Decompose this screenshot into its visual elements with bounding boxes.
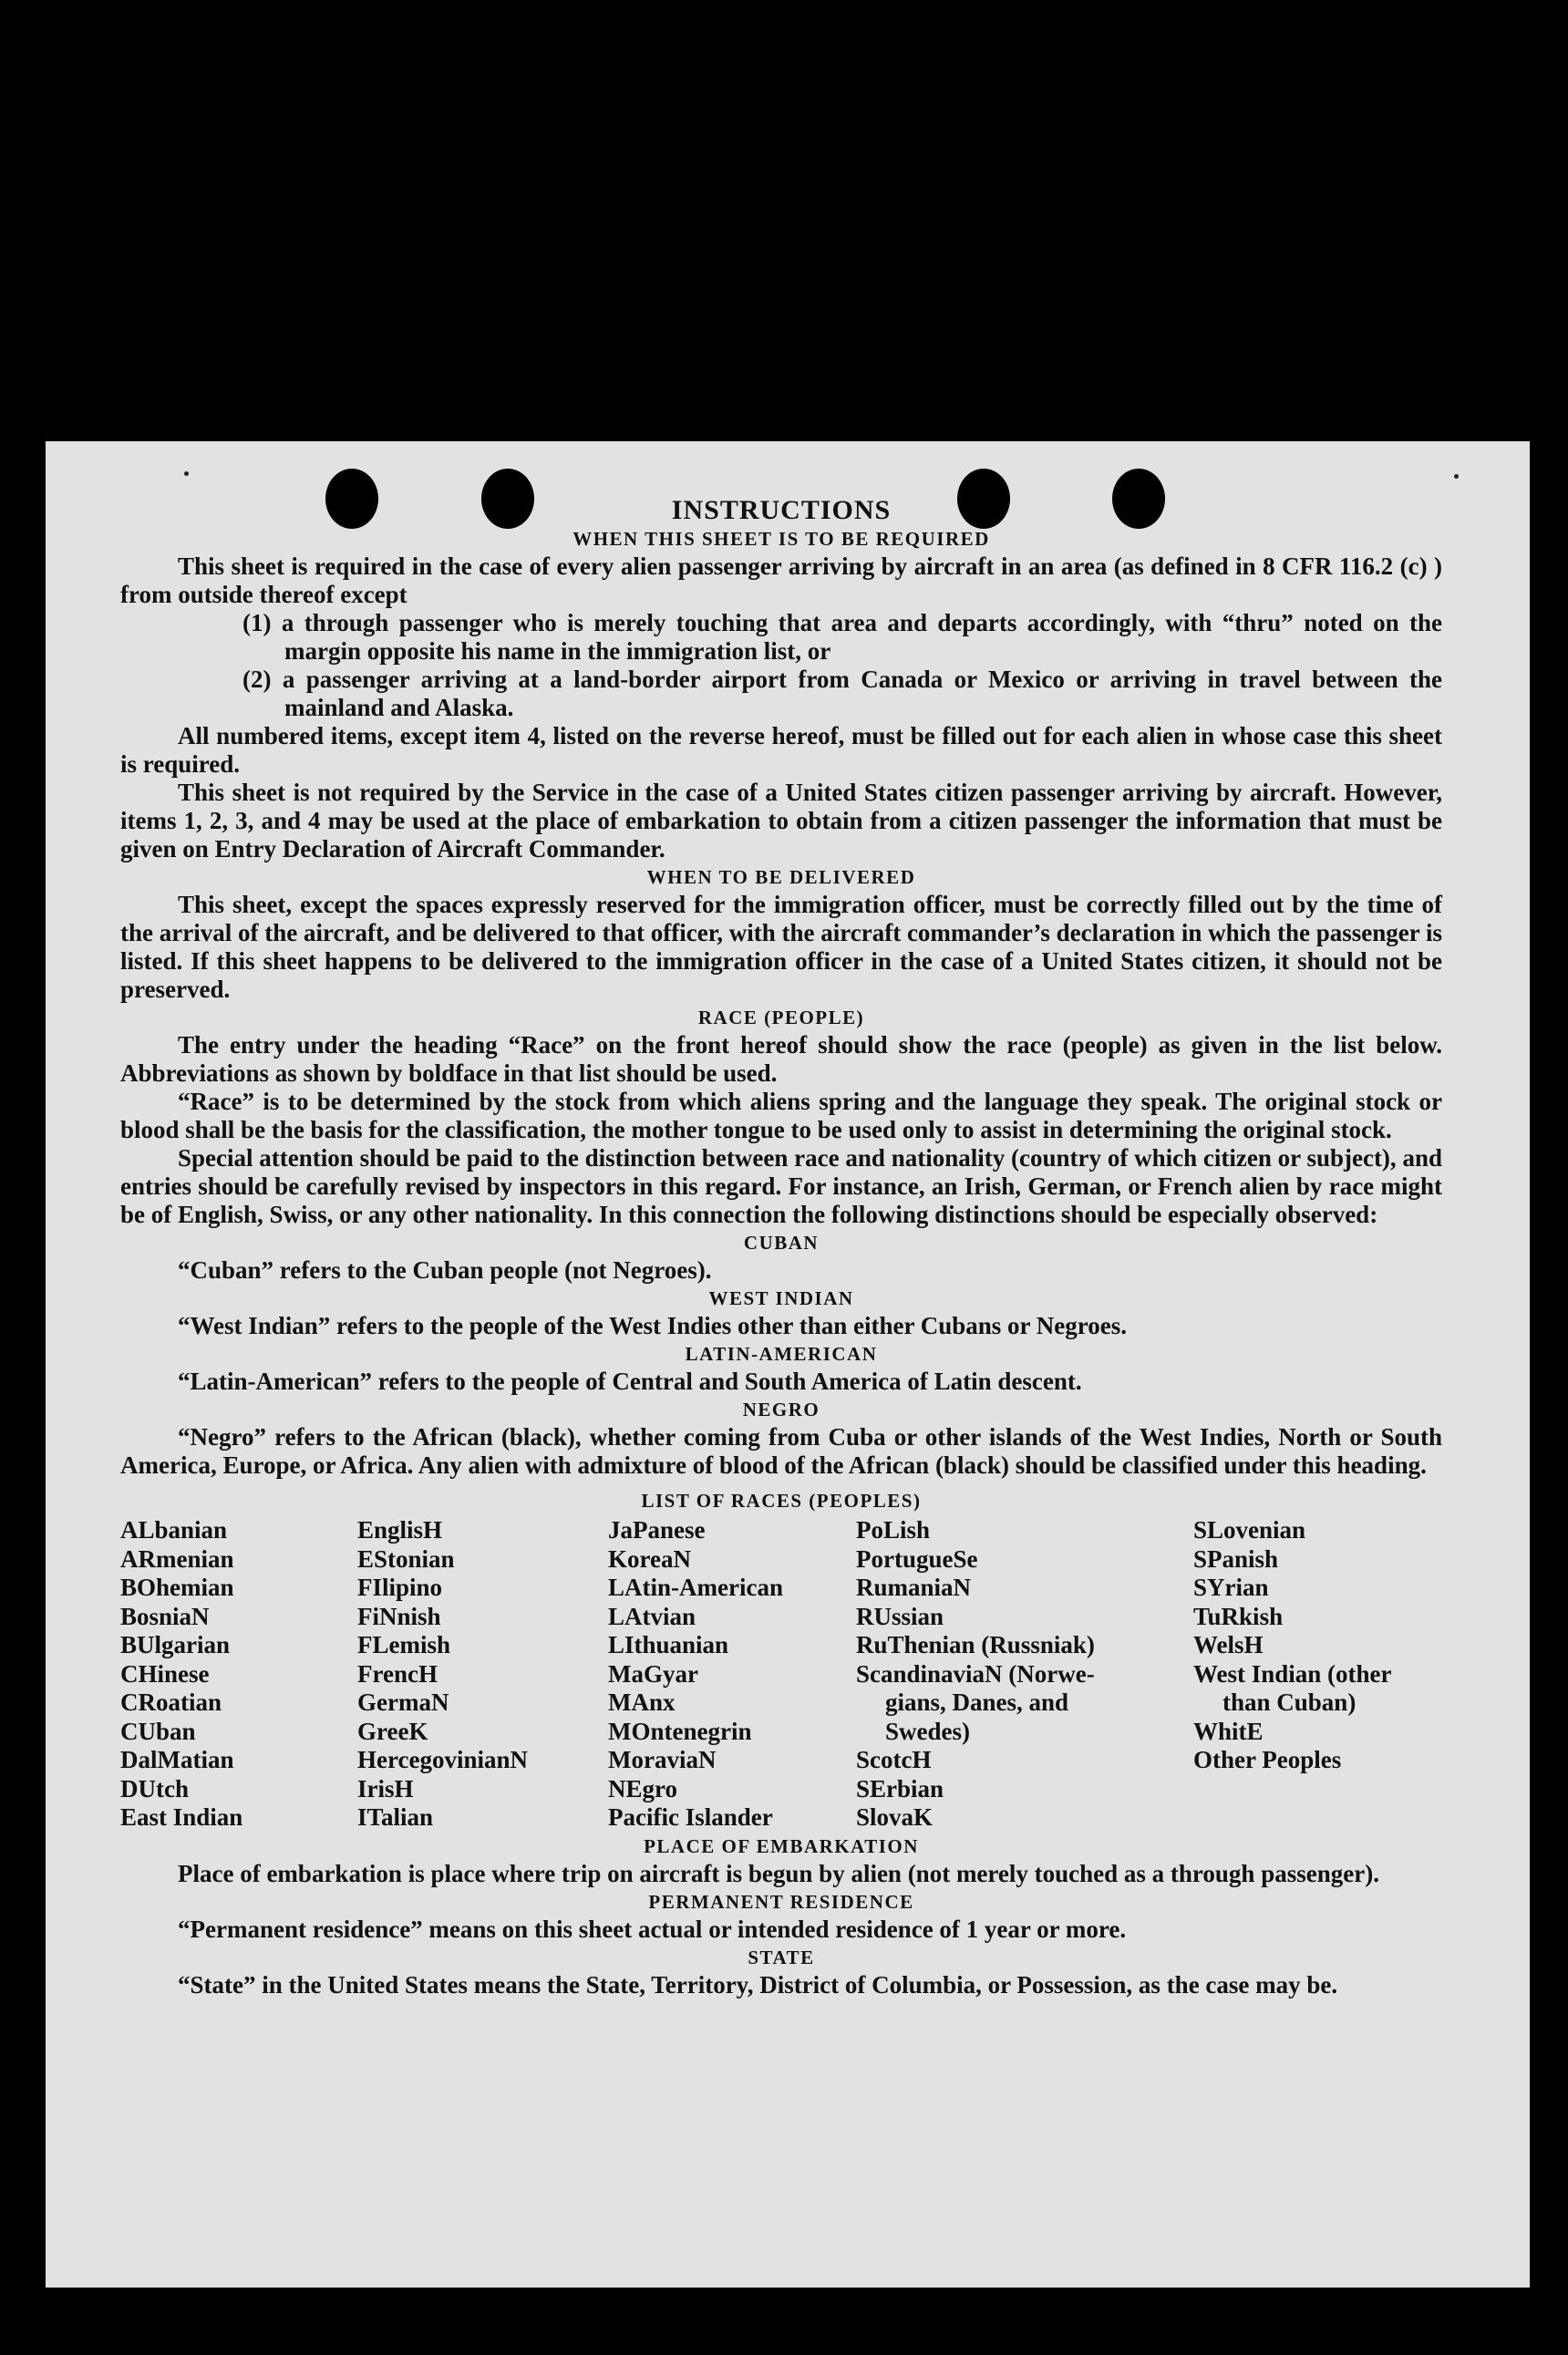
race-entry: KoreaN <box>608 1544 691 1573</box>
subheading-latin-american: LATIN-AMERICAN <box>685 1343 878 1365</box>
race-entry: BosniaN <box>120 1602 210 1630</box>
punch-hole <box>957 469 1010 529</box>
race-entry: West Indian (other <box>1193 1659 1392 1688</box>
race-entry: TuRkish <box>1193 1602 1284 1630</box>
race-entry: EnglisH <box>357 1516 443 1544</box>
paragraph: This sheet is required in the case of every alien passenger arriving by aircraft in an area (as defined in 8 CFR 116.2 (c) ) from outside thereof except <box>120 553 1442 608</box>
list-item: (1) a through passenger who is merely touching that area and departs accordingly, with “thru” noted on the margin opposite his name in the immigration list, or <box>242 609 1442 665</box>
race-entry: NEgro <box>608 1774 678 1802</box>
race-entry: IrisH <box>357 1774 414 1802</box>
races-column <box>608 1516 856 1833</box>
races-list-heading: LIST OF RACES (PEOPLES) <box>641 1490 922 1512</box>
race-entry: SlovaK <box>856 1803 934 1831</box>
race-entry: ALbanian <box>120 1516 228 1544</box>
race-entry: DalMatian <box>120 1746 234 1773</box>
race-entry: RumaniaN <box>856 1574 972 1601</box>
punch-hole <box>481 469 534 529</box>
section-heading-embarkation: PLACE OF EMBARKATION <box>644 1834 919 1857</box>
paragraph: This sheet, except the spaces expressly reserved for the immigration officer, must be correctly filled out by the time of the arrival of the aircraft, and be delivered to that officer, with the aircraft commander’s declaration in which the passenger is listed. If this sheet happens to be delivered to the immigration officer in the case of a United States citizen, it should not be preserved. <box>120 891 1442 1003</box>
race-entry: PoLish <box>856 1516 931 1544</box>
race-entry: Other Peoples <box>1193 1746 1342 1773</box>
subheading-negro: NEGRO <box>742 1399 820 1420</box>
paragraph: This sheet is not required by the Service in the case of a United States citizen passenger arriving by aircraft. However, items 1, 2, 3, and 4 may be used at the place of embarkation to obtain from a citizen passenger the information that must be given on Entry Declaration of Aircraft Commander. <box>120 779 1442 862</box>
paragraph: All numbered items, except item 4, listed on the reverse hereof, must be filled out for each alien in whose case this sheet is required. <box>120 722 1442 778</box>
section-heading-race: RACE (PEOPLE) <box>697 1007 865 1028</box>
race-entry: MAnx <box>608 1689 676 1716</box>
race-entry: PortugueSe <box>856 1544 978 1573</box>
race-entry: SPanish <box>1193 1544 1279 1573</box>
paragraph: Place of embarkation is place where trip on aircraft is begun by alien (not merely touched as a through passenger). <box>178 1859 1379 1887</box>
race-entry: than Cuban) <box>1222 1689 1357 1716</box>
subheading-cuban: CUBAN <box>743 1232 820 1254</box>
race-entry: ITalian <box>357 1803 434 1831</box>
instruction-sheet <box>46 441 1530 2288</box>
race-entry: FLemish <box>357 1631 451 1658</box>
race-entry: CUban <box>120 1717 196 1745</box>
paragraph: “Race” is to be determined by the stock from which aliens spring and the language they speak. The original stock or blood shall be the basis for the classification, the mother tongue to be used only to assist in determining the original stock. <box>120 1088 1442 1143</box>
race-entry: JaPanese <box>608 1516 706 1544</box>
race-entry: HercegovinianN <box>357 1746 528 1773</box>
race-entry: SErbian <box>856 1774 944 1802</box>
race-entry: MoraviaN <box>608 1746 717 1773</box>
race-entry: MOntenegrin <box>608 1717 752 1745</box>
races-column <box>357 1516 608 1833</box>
race-entry: BUlgarian <box>120 1631 231 1658</box>
race-entry: RuThenian (Russniak) <box>856 1631 1095 1658</box>
paragraph: “West Indian” refers to the people of the West Indies other than either Cubans or Negroes. <box>178 1312 1128 1339</box>
race-entry: BOhemian <box>120 1574 234 1601</box>
speck <box>184 471 189 476</box>
page-title: INSTRUCTIONS <box>671 495 892 525</box>
paragraph: “Negro” refers to the African (black), whether coming from Cuba or other islands of the West Indies, North or South America, Europe, or Africa. Any alien with admixture of blood of the African (black) should be classified under this heading. <box>120 1423 1442 1479</box>
race-entry: ARmenian <box>120 1544 234 1573</box>
race-entry: SYrian <box>1193 1574 1269 1601</box>
section-heading-residence: PERMANENT RESIDENCE <box>648 1890 914 1913</box>
race-entry: GermaN <box>357 1689 449 1716</box>
paragraph: “Latin-American” refers to the people of Central and South America of Latin descent. <box>178 1368 1082 1395</box>
race-entry: LAtvian <box>608 1602 696 1630</box>
race-entry: FIlipino <box>357 1574 443 1601</box>
race-entry: LAtin-American <box>608 1574 783 1601</box>
punch-hole <box>1112 469 1165 529</box>
race-entry: FrencH <box>357 1659 438 1688</box>
race-entry: DUtch <box>120 1774 189 1802</box>
race-entry: MaGyar <box>608 1659 698 1688</box>
races-column <box>1193 1516 1449 1833</box>
race-entry: WhitE <box>1193 1717 1264 1745</box>
race-entry: ScotcH <box>856 1746 932 1773</box>
race-entry: EStonian <box>357 1544 455 1573</box>
section-heading-delivered: WHEN TO BE DELIVERED <box>646 866 916 888</box>
paragraph: Special attention should be paid to the distinction between race and nationality (country of which citizen or subject), and entries should be carefully revised by inspectors in this regard. For instance, an Irish, German, or French alien by race might be of English, Swiss, or any other nationality. In this connection the following distinctions should be especially observed: <box>120 1144 1442 1228</box>
race-entry: GreeK <box>357 1717 428 1745</box>
paragraph: “Cuban” refers to the Cuban people (not Negroes). <box>178 1256 712 1284</box>
section-heading-state: STATE <box>748 1946 815 1968</box>
list-item: (2) a passenger arriving at a land-border airport from Canada or Mexico or arriving in travel between the mainland and Alaska. <box>242 666 1442 721</box>
paragraph: The entry under the heading “Race” on the front hereof should show the race (people) as given in the list below. Abbreviations as shown by boldface in that list should be used. <box>120 1031 1442 1087</box>
race-entry: RUssian <box>856 1602 944 1630</box>
paragraph: “State” in the United States means the State, Territory, District of Columbia, or Possession, as the case may be. <box>178 1970 1338 1999</box>
race-entry: ScandinaviaN (Norwe- <box>856 1659 1095 1688</box>
race-entry: WelsH <box>1193 1631 1264 1658</box>
race-entry: SLovenian <box>1193 1516 1306 1544</box>
race-entry: East Indian <box>120 1803 243 1831</box>
race-entry: gians, Danes, and <box>885 1689 1069 1716</box>
race-entry: FiNnish <box>357 1602 441 1630</box>
race-entry: LIthuanian <box>608 1631 729 1658</box>
section-heading-required: WHEN THIS SHEET IS TO BE REQUIRED <box>573 528 990 550</box>
race-entry: CHinese <box>120 1659 210 1688</box>
race-entry: CRoatian <box>120 1689 222 1716</box>
subheading-west-indian: WEST INDIAN <box>708 1287 854 1309</box>
races-column <box>120 1516 357 1833</box>
punch-hole <box>325 469 378 529</box>
race-entry: Pacific Islander <box>608 1803 773 1831</box>
paragraph: “Permanent residence” means on this sheet actual or intended residence of 1 year or more. <box>178 1915 1127 1943</box>
races-column <box>856 1516 1193 1833</box>
races-table <box>120 1516 1442 1833</box>
race-entry: Swedes) <box>885 1717 970 1745</box>
speck <box>1454 474 1459 479</box>
